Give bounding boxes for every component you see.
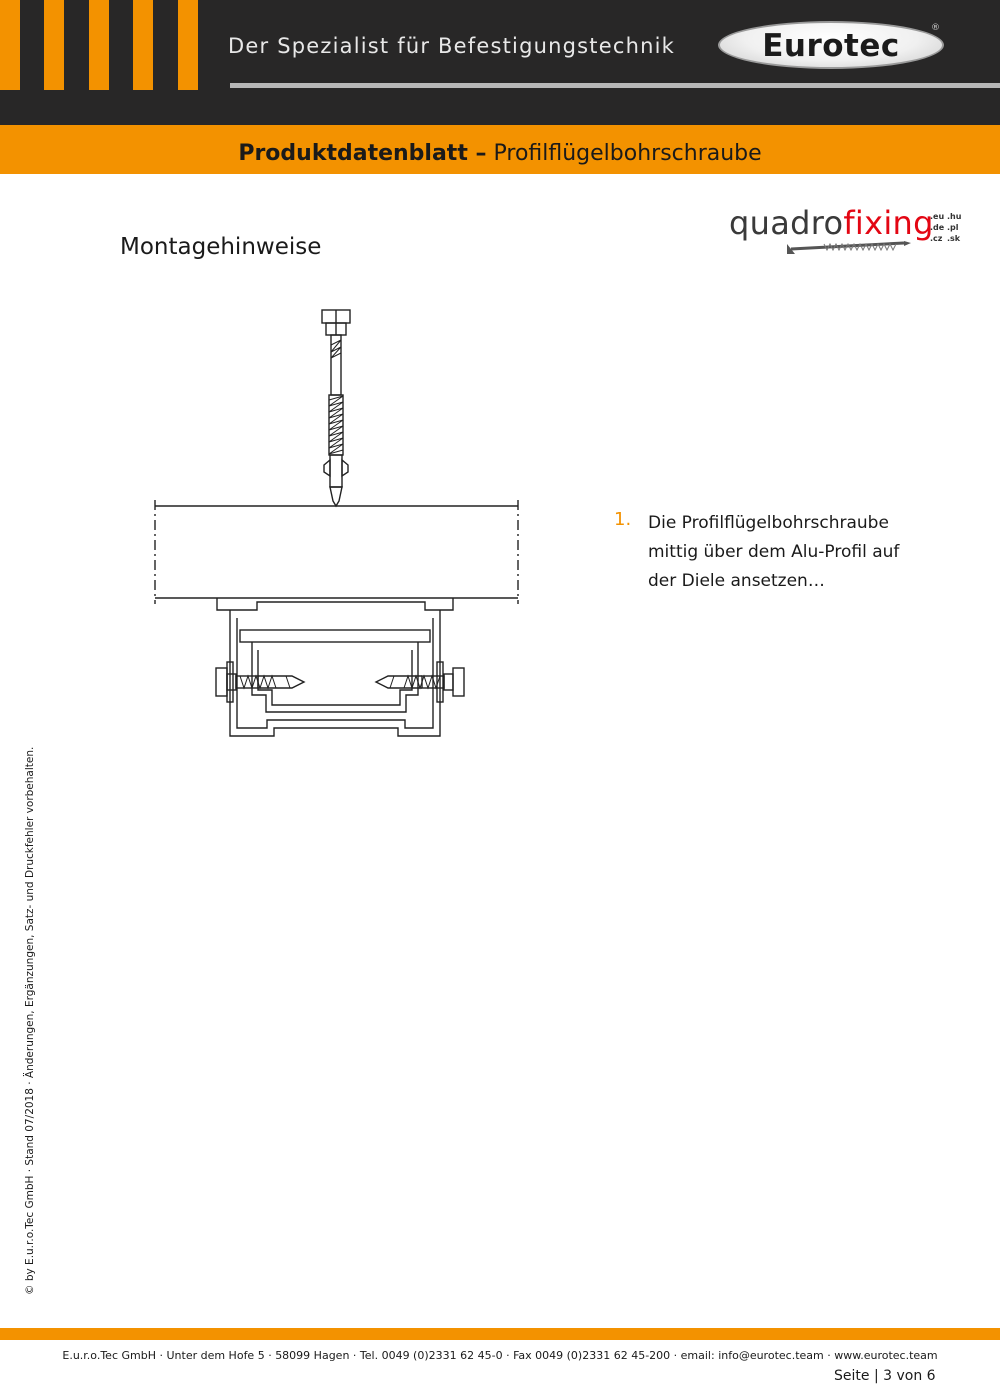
alu-profile	[217, 598, 453, 736]
footer-address: E.u.r.o.Tec GmbH · Unter dem Hofe 5 · 58099 Hagen · Tel. 0049 (0)2331 62 45-0 · Fax 0049 (0)2331 62 45-200 · email: info@eurotec.team · www.eurotec.team	[62, 1349, 938, 1362]
logo-domain: .hu	[947, 212, 962, 221]
header-rule	[230, 83, 1000, 88]
logo-domain: .de	[930, 223, 945, 232]
logo-domain: .sk	[947, 234, 961, 243]
header-stripe	[89, 0, 109, 90]
section-heading: Montagehinweise	[120, 234, 322, 260]
step-text: Die Profilflügelbohrschraube mittig über dem Alu-Profil auf der Diele ansetzen…	[648, 513, 900, 591]
screw-icon	[729, 204, 969, 264]
logo-word-part1: quadro	[729, 204, 844, 242]
footer-bar	[0, 1328, 1000, 1340]
logo-domain: .eu	[930, 212, 945, 221]
header-stripe	[178, 0, 198, 90]
assembly-drawing	[140, 300, 540, 750]
logo-word-part2: fixing	[843, 204, 934, 242]
registered-mark: ®	[931, 23, 940, 33]
logo-text: Eurotec	[762, 28, 900, 64]
header-stripe	[44, 0, 64, 90]
logo-domain: .cz	[930, 234, 943, 243]
eurotec-logo	[718, 21, 944, 69]
screw-vertical	[322, 310, 350, 506]
copyright-note: © by E.u.r.o.Tec GmbH · Stand 07/2018 · Änderungen, Ergänzungen, Satz- und Druckfehler vorbehalten.	[24, 746, 36, 1295]
header-stripe	[0, 0, 20, 90]
logo-domain: .pl	[947, 223, 959, 232]
title-prefix: Produktdatenblatt –	[238, 141, 487, 166]
step-number: 1.	[614, 509, 632, 530]
header-tagline: Der Spezialist für Befestigungstechnik	[228, 34, 676, 58]
screw-left	[216, 668, 304, 696]
document-title	[0, 141, 1000, 166]
screw-right	[376, 668, 464, 696]
title-product: Profilflügelbohrschraube	[493, 141, 762, 166]
header-stripe	[133, 0, 153, 90]
page-number: Seite | 3 von 6	[834, 1368, 936, 1384]
quadrofixing-logo	[729, 204, 969, 264]
